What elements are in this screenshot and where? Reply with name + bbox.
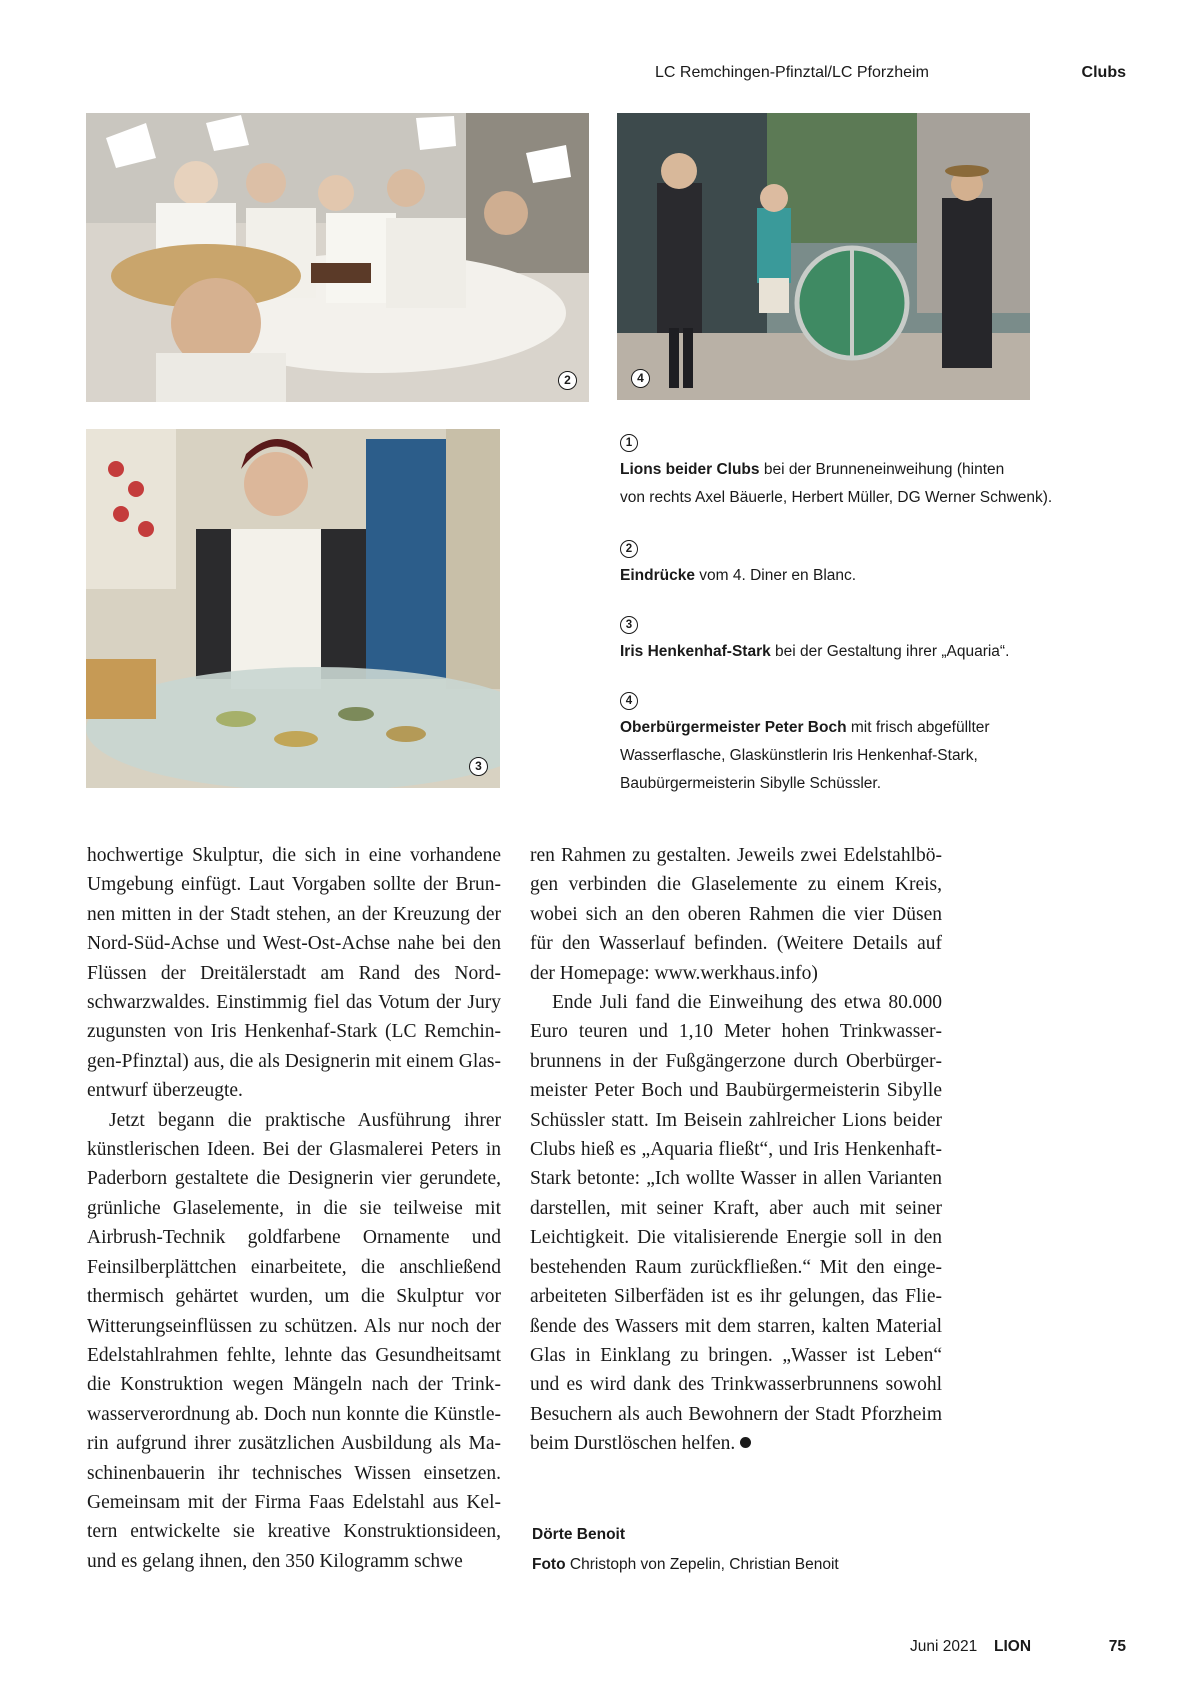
caption-text: mit frisch abgefüllter	[846, 719, 990, 736]
photo-diner-en-blanc	[86, 113, 589, 402]
body-column-right	[530, 841, 942, 1459]
article-credits	[532, 1520, 839, 1580]
caption-3	[620, 610, 1120, 666]
photo-credit-text: Christoph von Zepelin, Christian Benoit	[565, 1556, 839, 1573]
section-title: LC Remchingen-Pfinztal/LC Pforzheim	[655, 64, 929, 81]
footer-issue-date: Juni 2021	[910, 1638, 978, 1655]
body-paragraph: ren Rahmen zu gestalten. Jeweils zwei Edelstahlbögen verbinden die Glaselemente zu einem Kreis, wobei sich an den oberen Rahmen die vier Düsen für den Wasserlauf befinden. (Weitere Details auf der Homepage: www.werkhaus.info)	[530, 845, 942, 984]
caption-bold: Lions beider Clubs	[620, 461, 760, 478]
caption-1	[620, 428, 1120, 512]
photo-credit-label: Foto	[532, 1556, 566, 1573]
author-name: Dörte Benoit	[532, 1526, 625, 1543]
photo-glass-artist	[86, 429, 500, 788]
photo-badge: 2	[558, 371, 577, 390]
caption-number: 4	[620, 692, 638, 710]
caption-text: bei der Gestaltung ihrer „Aquaria“.	[770, 643, 1010, 660]
photo-fountain-inauguration	[617, 113, 1030, 400]
caption-number: 1	[620, 434, 638, 452]
category-label: Clubs	[1081, 64, 1126, 81]
caption-2	[620, 534, 1120, 590]
caption-bold: Iris Henkenhaf-Stark	[620, 643, 771, 660]
body-column-left	[87, 841, 501, 1576]
caption-text: von rechts Axel Bäuerle, Herbert Müller, DG Werner Schwenk).	[620, 489, 1053, 506]
page-number: 75	[1108, 1638, 1126, 1655]
caption-text: Baubürgermeisterin Sibylle Schüssler.	[620, 775, 882, 792]
caption-text: bei der Brunneneinweihung (hinten	[759, 461, 1005, 478]
caption-bold: Oberbürgermeister Peter Boch	[620, 719, 847, 736]
footer-magazine-name: LION	[994, 1638, 1032, 1655]
body-paragraph: hochwertige Skulptur, die sich in eine vorhandene Umgebung einfügt. Laut Vorgaben sollte der Brunnen mitten in der Stadt stehen, an der Kreuzung der Nord-Süd-Achse und West-Ost-Achse nahe bei den Flüssen der Dreitälerstadt am Rand des Nordschwarzwaldes. Einstimmig fiel das Votum der Jury zugunsten von Iris Henkenhaf-Stark (LC Remchingen-Pfinztal) aus, die als Designerin mit einem Glasentwurf überzeugte.	[87, 845, 501, 1102]
caption-4	[620, 686, 1120, 798]
body-paragraph-last	[530, 988, 942, 1459]
caption-number: 3	[620, 616, 638, 634]
lion-end-mark-icon	[740, 1437, 751, 1448]
photo-badge: 3	[469, 757, 488, 776]
body-paragraph: Jetzt begann die praktische Ausführung ihrer künstlerischen Ideen. Bei der Glasmalerei Peters in Paderborn gestaltete die Designerin vier gerundete, grünliche Glaselemente, in die sie teilweise mit Airbrush-Technik goldfarbene Ornamente und Feinsilberplättchen einarbeitete, die anschließend thermisch gehärtet wurden, um die Skulptur vor Witterungseinflüssen zu schützen. Als nur noch der Edelstahlrahmen fehlte, lehnte das Gesundheitsamt die Konstruktion wegen Mängeln nach der Trinkwasserverordnung ab. Doch nun konnte die Künstlerin aufgrund ihrer zusätzlichen Ausbildung als Maschinenbauerin ihr technisches Wissen einsetzen. Gemeinsam mit der Firma Faas Edelstahl aus Keltern entwickelte sie kreative Konstruktionsideen, und es gelang ihnen, den 350 Kilogramm schwe	[87, 1109, 501, 1572]
photo-badge: 4	[631, 369, 650, 388]
caption-number: 2	[620, 540, 638, 558]
caption-bold: Eindrücke	[620, 567, 695, 584]
caption-text: Wasserflasche, Glaskünstlerin Iris Henkenhaf-Stark,	[620, 747, 978, 764]
caption-text: vom 4. Diner en Blanc.	[694, 567, 857, 584]
body-paragraph-text: Ende Juli fand die Einweihung des etwa 80.000 Euro teuren und 1,10 Meter hohen Trinkwasserbrunnens in der Fußgängerzone durch Oberbürgermeister Peter Boch und Baubürgermeisterin Sibylle Schüssler statt. Im Beisein zahlreicher Lions beider Clubs hieß es „Aquaria fließt“, und Iris Henkenhaft-Stark betonte: „Ich wollte Wasser in allen Varianten darstellen, mit seiner Kraft, aber auch mit seiner Leichtigkeit. Die vitalisierende Energie soll in den bestehenden Raum zurückfließen.“ Mit den eingearbeiteten Silberfäden ist es ihr gelungen, das Fließende des Wassers mit dem starren, kalten Material Glas in Einklang zu bringen. „Wasser ist Leben“ und es wird dank des Trinkwasserbrunnens sowohl Besuchern als auch Bewohnern der Stadt Pforzheim beim Durstlöschen helfen.	[530, 992, 942, 1455]
